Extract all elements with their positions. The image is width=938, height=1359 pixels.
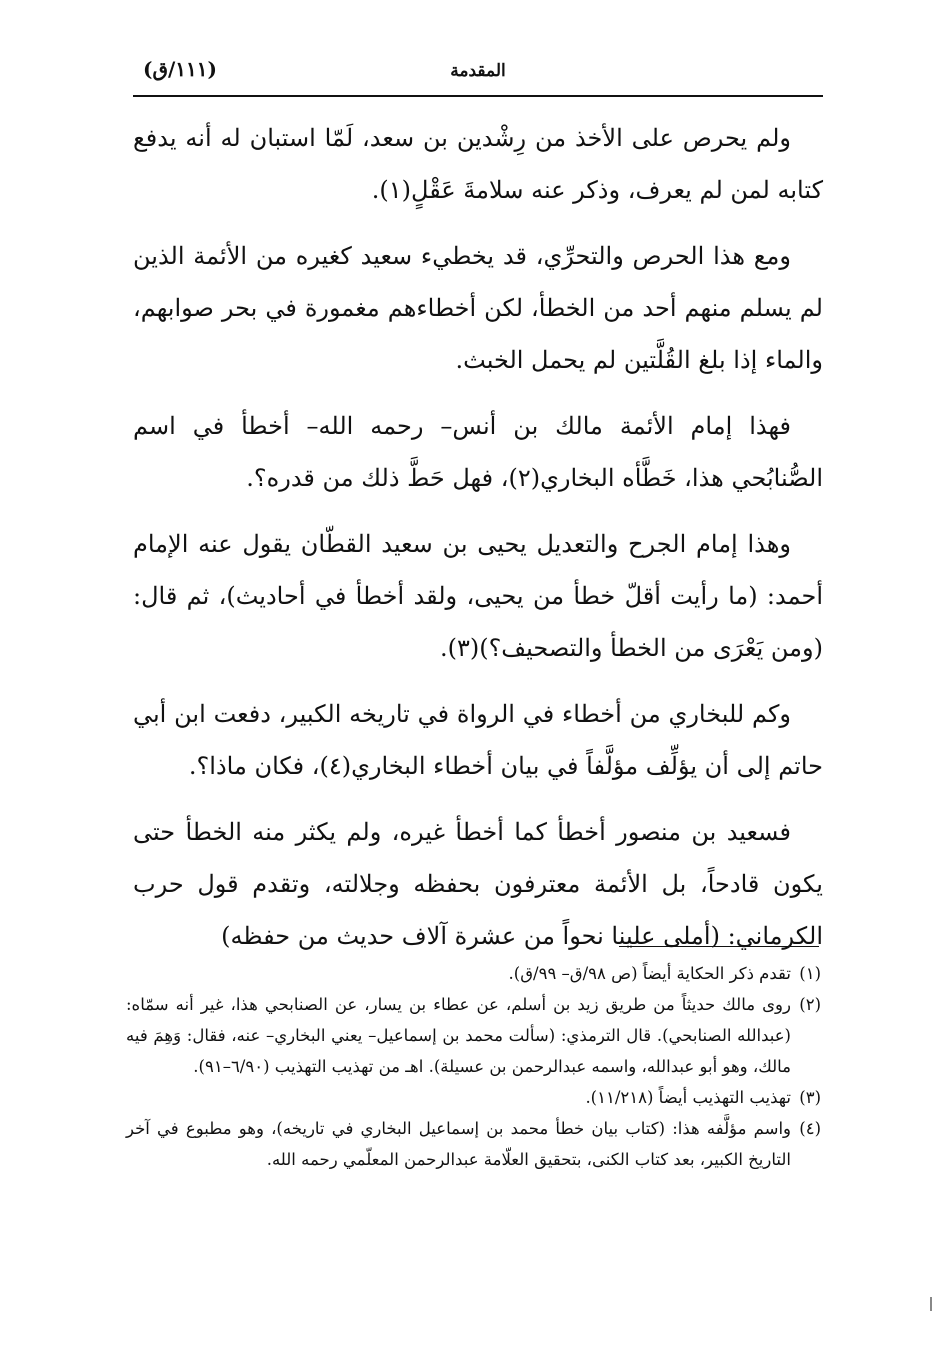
paragraph: فهذا إمام الأئمة مالك بن أنس– رحمه الله– أخطأ في اسم الصُّنابُحي هذا، خَطَّأه البخاري(٢)، فهل حَطَّ ذلك من قدره؟. <box>133 412 823 492</box>
main-text <box>133 112 823 976</box>
footnotes <box>126 958 821 1175</box>
footnote-divider <box>619 946 819 947</box>
paragraph: وكم للبخاري من أخطاء في الرواة في تاريخه الكبير، دفعت ابن أبي حاتم إلى أن يؤلِّف مؤلَّفاً في بيان أخطاء البخاري(٤)، فكان ماذا؟. <box>133 700 823 780</box>
paragraph: وهذا إمام الجرح والتعديل يحيى بن سعيد القطّان يقول عنه الإمام أحمد: (ما رأيت أقلّ خطأ من يحيى، ولقد أخطأ في أحاديث)، ثم قال: (ومن يَعْرَى من الخطأ والتصحيف؟)(٣). <box>133 530 823 662</box>
chapter-title: المقدمة <box>450 61 506 81</box>
footnote-text: روى مالك حديثاً من طريق زيد بن أسلم، عن عطاء بن يسار، عن الصنابحي هذا، غير أنه سمّاه: (عبدالله الصنابحي). قال الترمذي: (سألت محمد بن إسماعيل– يعني البخاري– عنه، فقال: وَهِمَ فيه مالك، وهو أبو عبدالله، واسمه عبدالرحمن بن عسيلة). اهـ من تهذيب التهذيب (٦/٩٠–٩١). <box>126 995 791 1076</box>
footnote-text: تهذيب التهذيب أيضاً (١١/٢١٨). <box>585 1088 791 1107</box>
footnote-text: تقدم ذكر الحكاية أيضاً (ص ٩٨/ق– ٩٩/ق). <box>508 964 791 983</box>
footnote-text: واسم مؤلَّفه هذا: (كتاب بيان خطأ محمد بن إسماعيل البخاري في تاريخه)، وهو مطبوع في آخر التاريخ الكبير، بعد كتاب الكنى، بتحقيق العلّامة عبدالرحمن المعلّمي رحمه الله. <box>126 1119 791 1169</box>
footnote-number: (٢) <box>799 995 821 1014</box>
footnote-number: (٣) <box>799 1088 821 1107</box>
footnote <box>126 1113 821 1175</box>
footnote <box>126 1082 821 1113</box>
page-reference: (١١١/ق) <box>143 57 217 81</box>
footnote-number: (٤) <box>799 1119 821 1138</box>
paragraph: ومع هذا الحرص والتحرِّي، قد يخطيء سعيد كغيره من الأئمة الذين لم يسلم منهم أحد من الخطأ، لكن أخطاءهم مغمورة في بحر صوابهم، والماء إذا بلغ القُلَّتين لم يحمل الخبث. <box>133 242 823 374</box>
footnote <box>126 989 821 1082</box>
scan-margin-mark <box>930 1297 932 1311</box>
paragraph: ولم يحرص على الأخذ من رِشْدين بن سعد، لَمّا استبان له أنه يدفع كتابه لمن لم يعرف، وذكر عنه سلامةَ عَقْلٍ(١). <box>133 124 823 204</box>
paragraph: فسعيد بن منصور أخطأ كما أخطأ غيره، ولم يكثر منه الخطأ حتى يكون قادحاً، بل الأئمة معترفون بحفظه وجلالته، وتقدم قول حرب الكرماني: (أملى علينا نحواً من عشرة آلاف حديث من حفظه) <box>133 818 823 950</box>
footnote <box>126 958 821 989</box>
footnote-number: (١) <box>799 964 821 983</box>
running-header <box>133 55 823 91</box>
header-divider <box>133 95 823 97</box>
